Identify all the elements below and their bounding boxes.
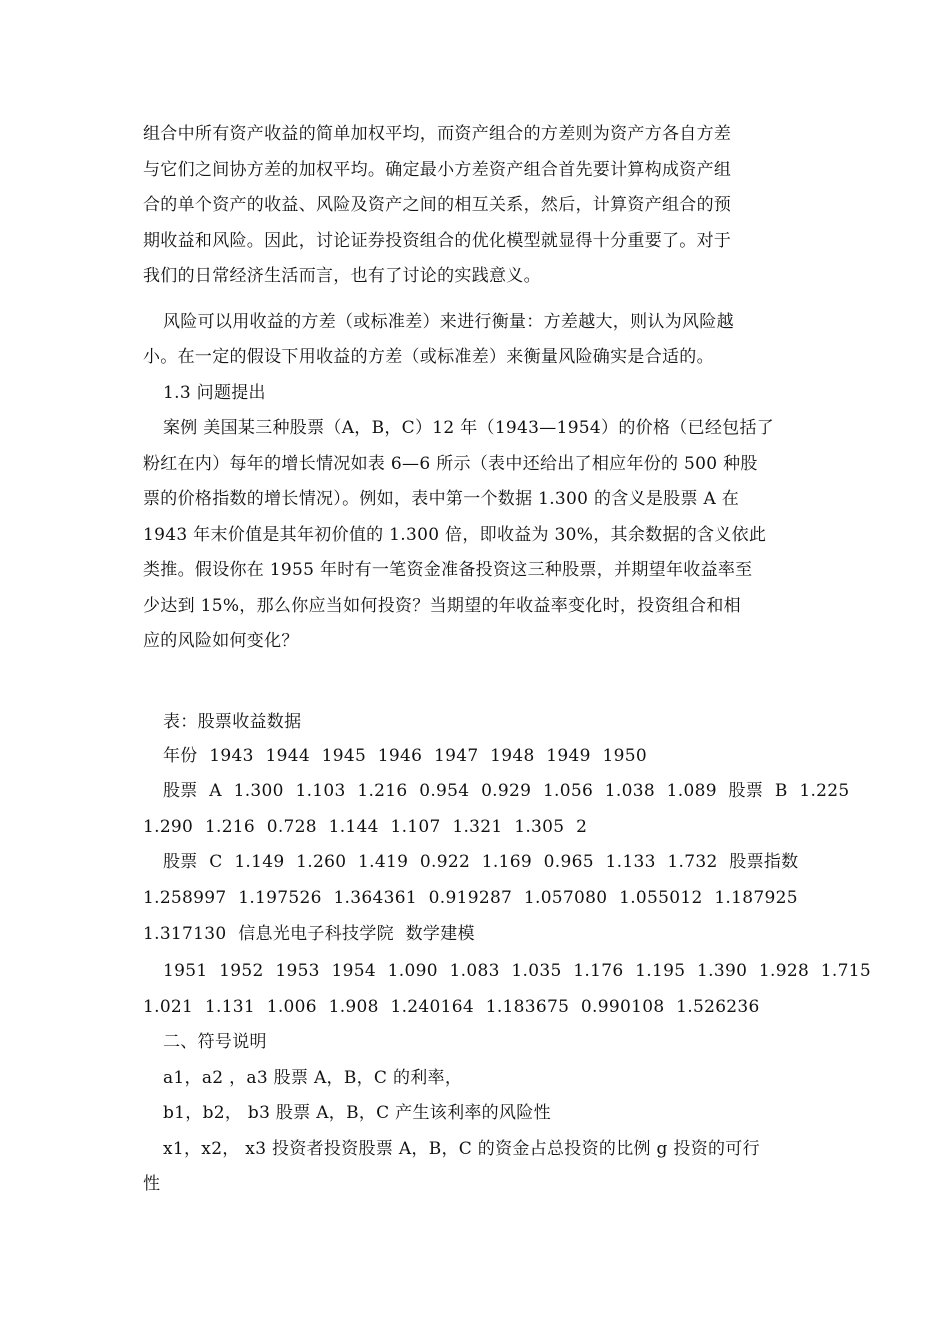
table-line: 1.021 1.131 1.006 1.908 1.240164 1.183675 0.990108 1.526236 bbox=[143, 997, 760, 1017]
table-caption: 表：股票收益数据 bbox=[163, 712, 302, 732]
symbol-line: a1，a2 ，a3 股票 A，B，C 的利率， bbox=[163, 1068, 463, 1088]
table-line: 1.317130 信息光电子科技学院 数学建模 bbox=[143, 924, 475, 944]
table-line: 1951 1952 1953 1954 1.090 1.083 1.035 1.176 1.195 1.390 1.928 1.715 bbox=[163, 961, 871, 981]
paragraph-line: 风险可以用收益的方差（或标准差）来进行衡量：方差越大，则认为风险越 bbox=[163, 312, 734, 332]
section-heading: 二、符号说明 bbox=[163, 1032, 267, 1052]
table-line: 股票 A 1.300 1.103 1.216 0.954 0.929 1.056 1.038 1.089 股票 B 1.225 bbox=[163, 781, 850, 801]
paragraph-line: 我们的日常经济生活而言，也有了讨论的实践意义。 bbox=[143, 266, 541, 286]
paragraph-line: 票的价格指数的增长情况）。例如，表中第一个数据 1.300 的含义是股票 A 在 bbox=[143, 489, 740, 509]
paragraph-line: 与它们之间协方差的加权平均。确定最小方差资产组合首先要计算构成资产组 bbox=[143, 160, 732, 180]
table-line: 1.290 1.216 0.728 1.144 1.107 1.321 1.305 2 bbox=[143, 817, 588, 837]
paragraph-line: 组合中所有资产收益的简单加权平均，而资产组合的方差则为资产方各自方差 bbox=[143, 124, 732, 144]
symbol-line: 性 bbox=[143, 1174, 161, 1194]
paragraph-line: 案例 美国某三种股票（A，B，C）12 年（1943—1954）的价格（已经包括了 bbox=[163, 418, 775, 438]
paragraph-line: 类推。假设你在 1955 年时有一笔资金准备投资这三种股票，并期望年收益率至 bbox=[143, 560, 753, 580]
paragraph-line: 应的风险如何变化？ bbox=[143, 631, 299, 651]
section-heading: 1.3 问题提出 bbox=[163, 383, 266, 403]
paragraph-line: 小。在一定的假设下用收益的方差（或标准差）来衡量风险确实是合适的。 bbox=[143, 347, 714, 367]
table-line: 1.258997 1.197526 1.364361 0.919287 1.057080 1.055012 1.187925 bbox=[143, 888, 798, 908]
paragraph-line: 少达到 15%，那么你应当如何投资？当期望的年收益率变化时，投资组合和相 bbox=[143, 596, 741, 616]
symbol-line: b1，b2， b3 股票 A，B，C 产生该利率的风险性 bbox=[163, 1103, 551, 1123]
symbol-line: x1，x2， x3 投资者投资股票 A，B，C 的资金占总投资的比例 g 投资的可行 bbox=[163, 1139, 760, 1159]
table-line: 股票 C 1.149 1.260 1.419 0.922 1.169 0.965 1.133 1.732 股票指数 bbox=[163, 852, 799, 872]
paragraph-line: 期收益和风险。因此，讨论证券投资组合的优化模型就显得十分重要了。对于 bbox=[143, 231, 732, 251]
paragraph-line: 合的单个资产的收益、风险及资产之间的相互关系，然后，计算资产组合的预 bbox=[143, 195, 732, 215]
paragraph-line: 1943 年末价值是其年初价值的 1.300 倍，即收益为 30%，其余数据的含义依此 bbox=[143, 525, 767, 545]
table-line: 年份 1943 1944 1945 1946 1947 1948 1949 1950 bbox=[163, 746, 647, 766]
paragraph-line: 粉红在内）每年的增长情况如表 6—6 所示（表中还给出了相应年份的 500 种股 bbox=[143, 454, 758, 474]
